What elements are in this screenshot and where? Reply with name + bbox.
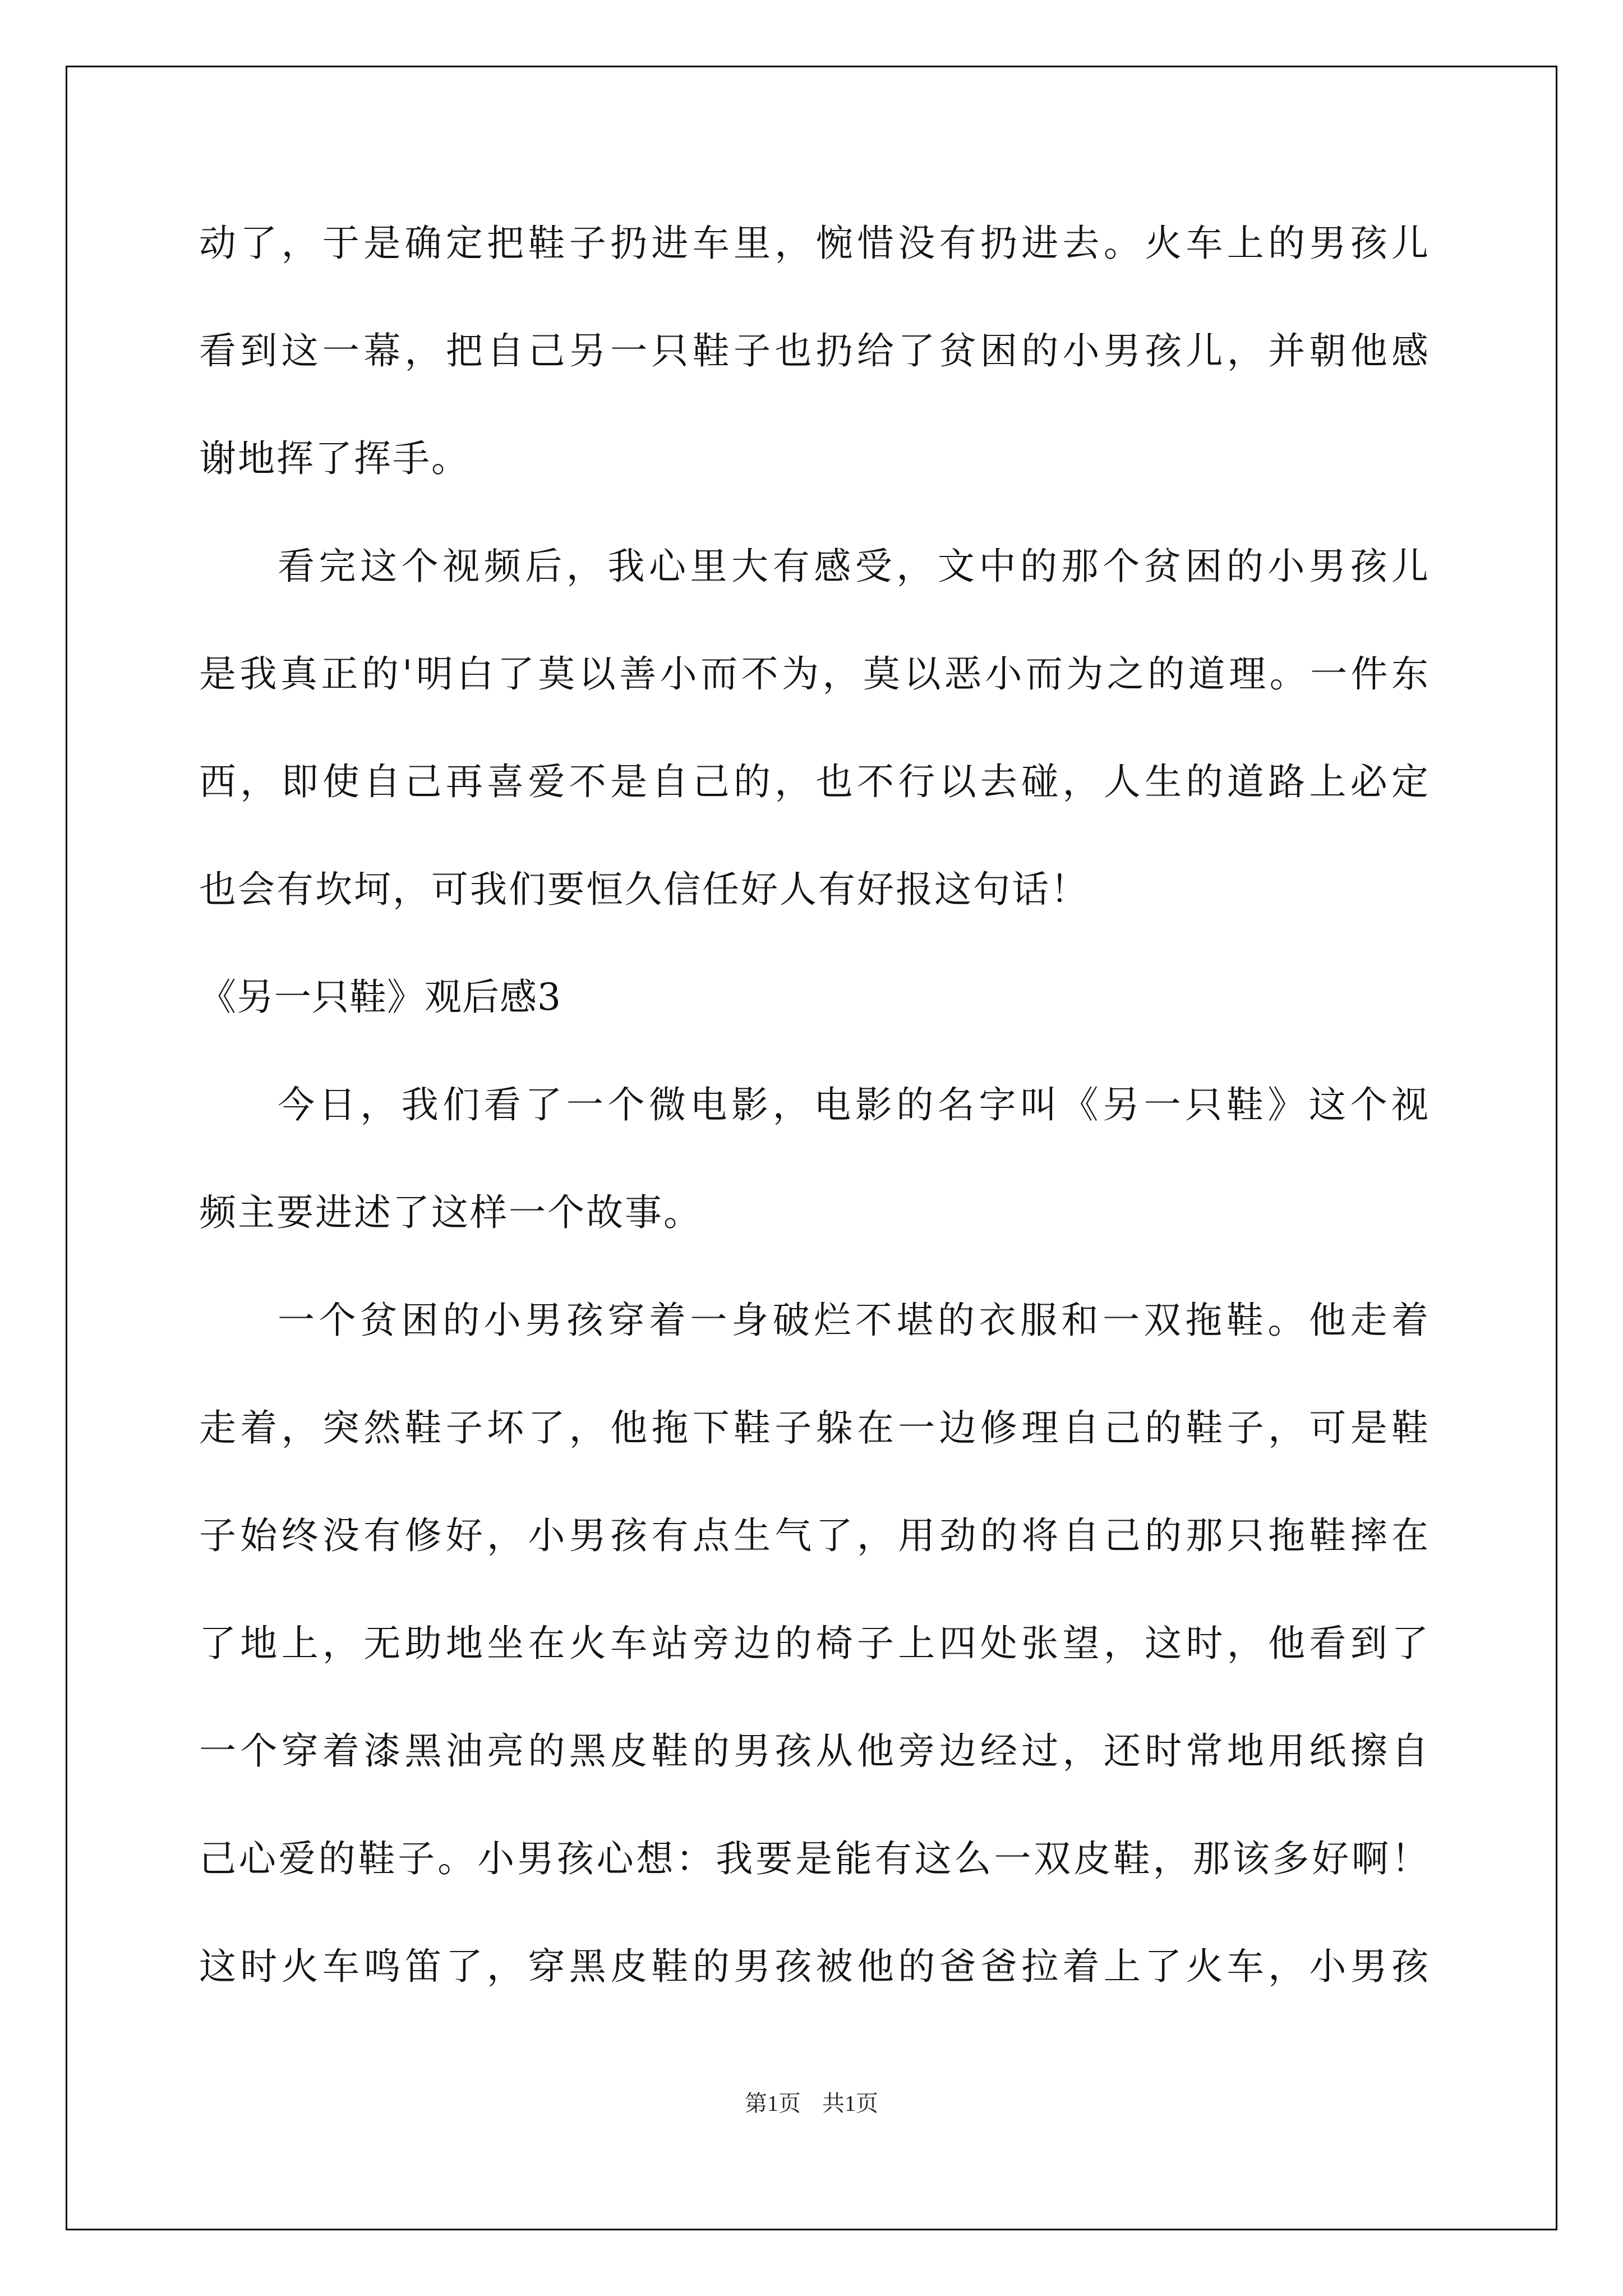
paragraph-line: 也会有坎坷，可我们要恒久信任好人有好报这句话！ — [199, 868, 1089, 911]
paragraph-line: 了地上，无助地坐在火车站旁边的椅子上四处张望，这时，他看到了 — [199, 1622, 1430, 1665]
paragraph-line: 动了，于是确定把鞋子扔进车里，惋惜没有扔进去。火车上的男孩儿 — [199, 222, 1430, 265]
paragraph-line: 一个贫困的小男孩穿着一身破烂不堪的衣服和一双拖鞋。他走着 — [278, 1299, 1430, 1342]
paragraph-line: 一个穿着漆黑油亮的黑皮鞋的男孩从他旁边经过，还时常地用纸擦自 — [199, 1729, 1430, 1773]
paragraph-line: 这时火车鸣笛了，穿黑皮鞋的男孩被他的爸爸拉着上了火车，小男孩 — [199, 1945, 1430, 1988]
paragraph-line: 看完这个视频后，我心里大有感受，文中的那个贫困的小男孩儿 — [278, 545, 1430, 588]
paragraph-line: 己心爱的鞋子。小男孩心想：我要是能有这么一双皮鞋，那该多好啊！ — [199, 1837, 1430, 1880]
section-heading: 《另一只鞋》观后感3 — [199, 976, 561, 1019]
paragraph-line: 频主要进述了这样一个故事。 — [199, 1191, 702, 1234]
paragraph-line: 看到这一幕，把自己另一只鞋子也扔给了贫困的小男孩儿，并朝他感 — [199, 329, 1430, 372]
paragraph-line: 走着，突然鞋子坏了，他拖下鞋子躲在一边修理自己的鞋子，可是鞋 — [199, 1406, 1430, 1450]
paragraph-line: 谢地挥了挥手。 — [199, 437, 470, 480]
document-body — [199, 210, 1430, 2041]
paragraph-line: 是我真正的'明白了莫以善小而不为，莫以恶小而为之的道理。一件东 — [199, 652, 1430, 696]
paragraph-line: 今日，我们看了一个微电影，电影的名字叫《另一只鞋》这个视 — [278, 1083, 1430, 1126]
paragraph-line: 子始终没有修好，小男孩有点生气了，用劲的将自己的那只拖鞋摔在 — [199, 1514, 1430, 1557]
page-number-footer: 第1页 共1页 — [745, 2091, 878, 2116]
paragraph-line: 西，即使自己再喜爱不是自己的，也不行以去碰，人生的道路上必定 — [199, 760, 1430, 803]
